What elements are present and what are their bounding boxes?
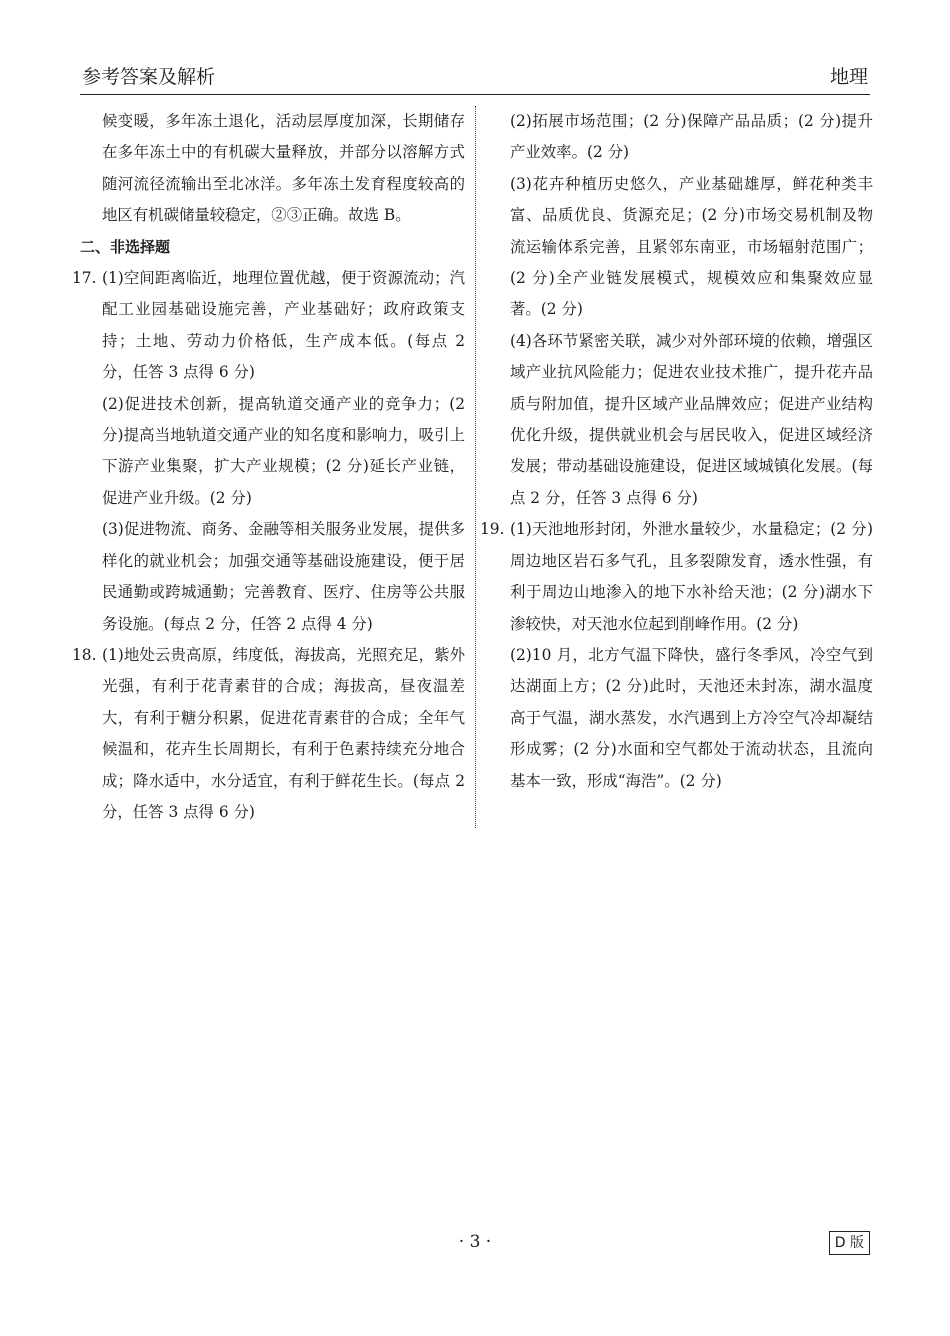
- header-title: 参考答案及解析: [82, 66, 216, 88]
- question-number: 19.: [480, 520, 505, 539]
- q19-part-2: (2)10 月，北方气温下降快，盛行冬季风，冷空气到达湖面上方；(2 分)此时，天池还未封冻，湖水温度高于气温，湖水蒸发，水汽遇到上方冷空气冷却凝结形成雾；(2 分)水面和空气都处于流动状态，且流向基本一致，形成“海浩”。(2 分): [510, 645, 873, 790]
- question-number: 17.: [72, 269, 97, 288]
- question-number: 18.: [72, 645, 97, 664]
- q18-part-1: (1)地处云贵高原，纬度低，海拔高，光照充足，紫外光强，有利于花青素苷的合成；海拔高，昼夜温差大，有利于糖分积累，促进花青素苷的合成；全年气候温和，花卉生长周期长，有利于色素持续充分地合成；降水适中，水分适宜，有利于鲜花生长。(每点 2 分，任答 3 点得 6 分): [102, 645, 465, 821]
- q18-part-2: (2)拓展市场范围；(2 分)保障产品品质；(2 分)提升产业效率。(2 分): [510, 112, 873, 162]
- right-column: [480, 106, 873, 797]
- question-18: [72, 640, 465, 828]
- q18-part-3: (3)花卉种植历史悠久，产业基础雄厚，鲜花种类丰富、品质优良、货源充足；(2 分)市场交易机制及物流运输体系完善，且紧邻东南亚，市场辐射范围广；(2 分)全产业链发展模式，规模效应和集聚效应显著。(2 分): [510, 174, 873, 319]
- q19-part-1: (1)天池地形封闭，外泄水量较少，水量稳定；(2 分)周边地区岩石多气孔，且多裂隙发育，透水性强，有利于周边山地渗入的地下水补给天池；(2 分)湖水下渗较快，对天池水位起到削峰作用。(2 分): [510, 520, 873, 633]
- q16-continuation: 候变暖，多年冻土退化，活动层厚度加深，长期储存在多年冻土中的有机碳大量释放，并部分以溶解方式随河流径流输出至北冰洋。多年冻土发育程度较高的地区有机碳储量较稳定，②③正确。故选 B。: [102, 112, 465, 225]
- question-17: [72, 263, 465, 640]
- edition-badge: D 版: [829, 1231, 870, 1255]
- q17-part-1: (1)空间距离临近，地理位置优越，便于资源流动；汽配工业园基础设施完善，产业基础好；政府政策支持；土地、劳动力价格低，生产成本低。(每点 2 分，任答 3 点得 6 分): [102, 269, 465, 382]
- question-18-continued: [488, 106, 873, 514]
- column-divider: [475, 106, 476, 828]
- page-header: [80, 58, 870, 95]
- question-19: [480, 514, 873, 797]
- q17-part-2: (2)促进技术创新，提高轨道交通产业的竞争力；(2 分)提高当地轨道交通产业的知名度和影响力，吸引上下游产业集聚，扩大产业规模；(2 分)延长产业链，促进产业升级。(2 分): [102, 394, 465, 507]
- q18-part-4: (4)各环节紧密关联，减少对外部环境的依赖，增强区域产业抗风险能力；促进农业技术推广，提升花卉品质与附加值，提升区域产业品牌效应；促进产业结构优化升级，提供就业机会与居民收入，促进区域经济发展；带动基础设施建设，促进区域城镇化发展。(每点 2 分，任答 3 点得 6 分): [510, 331, 873, 507]
- header-subject: 地理: [829, 66, 868, 88]
- section-heading: 二、非选择题: [80, 237, 171, 256]
- left-column: [72, 106, 465, 828]
- page-number: · 3 ·: [458, 1232, 492, 1252]
- q17-part-3: (3)促进物流、商务、金融等相关服务业发展，提供多样化的就业机会；加强交通等基础设施建设，便于居民通勤或跨城通勤；完善教育、医疗、住房等公共服务设施。(每点 2 分，任答 2 点得 4 分): [102, 520, 465, 633]
